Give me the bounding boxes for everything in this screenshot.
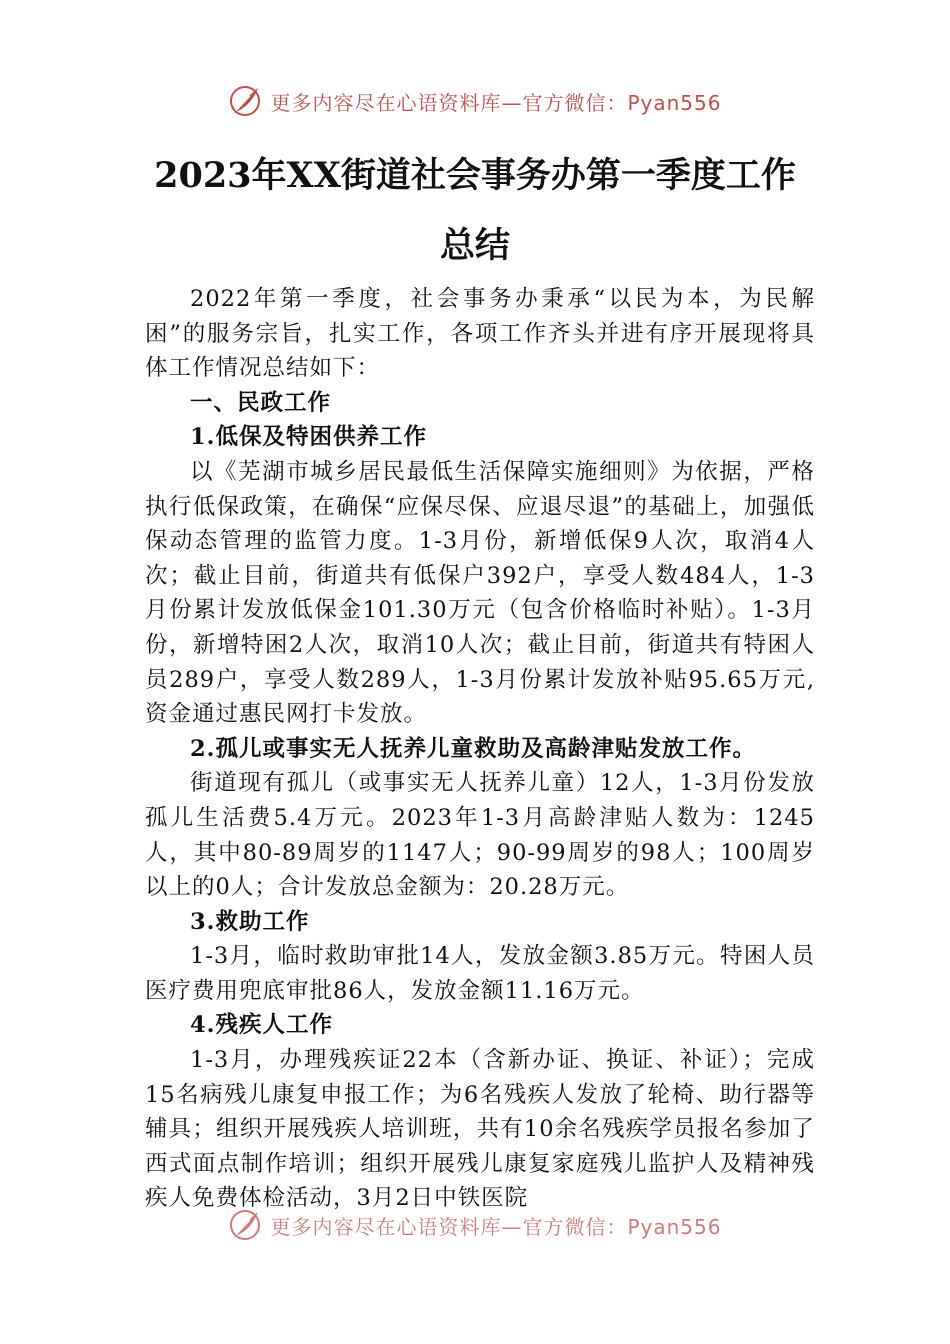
paragraph-relief: 1-3月，临时救助审批14人，发放金额3.85万元。特困人员医疗费用兜底审批86人，发放金额11.16万元。 — [145, 943, 815, 1004]
paragraph-subsistence: 以《芜湖市城乡居民最低生活保障实施细则》为依据，严格执行低保政策，在确保“应保尽保、应退尽退”的基础上，加强低保动态管理的监管力度。1-3月份，新增低保9人次，取消4人次；截止目前，街道共有低保户392户，享受人数484人，1-3月份累计发放低保金101.30万元（包含价格临时补贴）。1-3月份，新增特困2人次，取消10人次；截止目前，街道共有特困人员289户，享受人数289人，1-3月份累计发放补贴95.65万元,资金通过惠民网打卡发放。 — [145, 458, 815, 728]
watermark-header — [0, 84, 950, 118]
watermark-footer — [0, 1208, 950, 1242]
document-title-line-2: 总结 — [439, 225, 510, 266]
document-body — [145, 282, 815, 1216]
subsection-heading-subsistence: 1.低保及特困供养工作 — [190, 424, 427, 451]
subsection-heading-relief: 3.救助工作 — [190, 908, 310, 935]
watermark-text: 更多内容尽在心语资料库—官方微信：Pyan556 — [270, 90, 722, 115]
quill-logo-icon — [228, 1208, 262, 1242]
paragraph-orphans: 街道现有孤儿（或事实无人抚养儿童）12人，1-3月份发放孤儿生活费5.4万元。2023年1-3月高龄津贴人数为：1245人，其中80-89周岁的1147人；90-99周岁的98人；100周岁以上的0人；合计发放总金额为：20.28万元。 — [145, 770, 815, 901]
quill-logo-icon — [228, 84, 262, 118]
subsection-heading-disability: 4.残疾人工作 — [190, 1012, 333, 1039]
intro-paragraph: 2022年第一季度，社会事务办秉承“以民为本，为民解困”的服务宗旨，扎实工作，各项工作齐头并进有序开展现将具体工作情况总结如下： — [145, 286, 815, 382]
document-title-line-1: 2023年XX街道社会事务办第一季度工作 — [154, 155, 796, 196]
watermark-text: 更多内容尽在心语资料库—官方微信：Pyan556 — [270, 1214, 722, 1239]
paragraph-disability: 1-3月，办理残疾证22本（含新办证、换证、补证）；完成15名病残儿康复申报工作；为6名残疾人发放了轮椅、助行器等辅具；组织开展残疾人培训班，共有10余名残疾学员报名参加了西式面点制作培训；组织开展残儿康复家庭残儿监护人及精神残疾人免费体检活动，3月2日中铁医院 — [145, 1047, 815, 1212]
section-heading-civil-affairs: 一、民政工作 — [190, 389, 332, 416]
subsection-heading-orphans: 2.孤儿或事实无人抚养儿童救助及高龄津贴发放工作。 — [190, 735, 756, 762]
